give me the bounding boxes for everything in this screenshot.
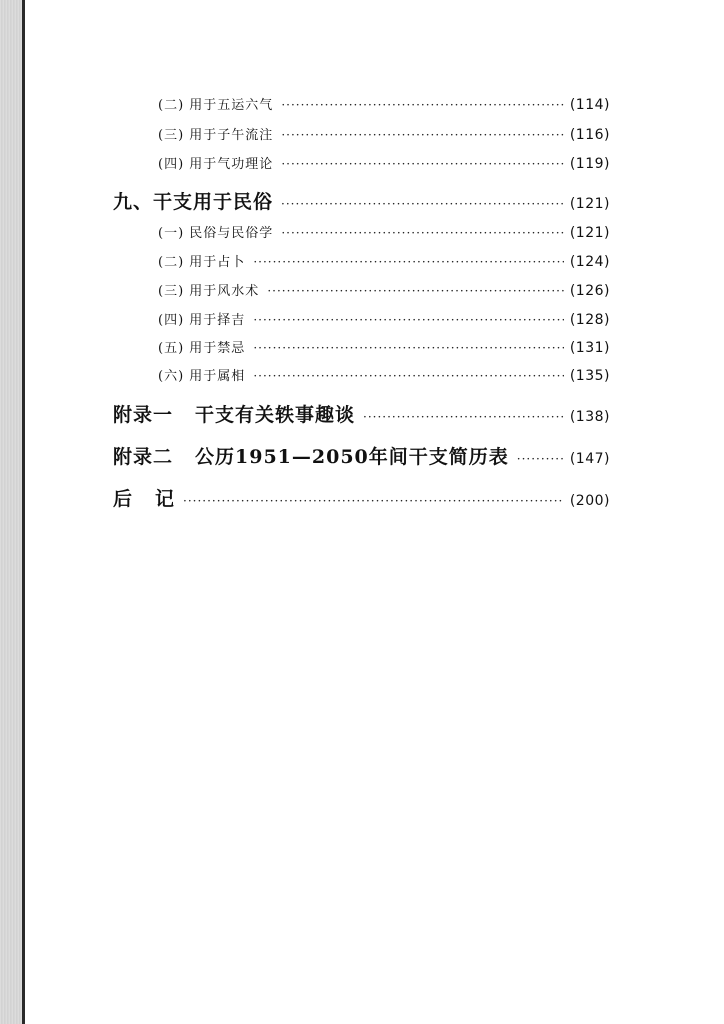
toc-dot-leader xyxy=(267,284,564,298)
toc-entry[interactable] xyxy=(158,124,610,143)
toc-page-number: (114) xyxy=(569,97,610,113)
toc-dot-leader xyxy=(517,452,564,466)
toc-entry-title: 九、干支用于民俗 xyxy=(113,191,274,213)
toc-entry[interactable] xyxy=(158,222,610,241)
toc-entry[interactable] xyxy=(158,153,610,172)
toc-entry[interactable] xyxy=(158,251,610,270)
toc-appendix-entry[interactable] xyxy=(113,442,610,469)
toc-entry-title: (四) 用于择吉 xyxy=(158,313,246,328)
toc-page-number: (116) xyxy=(569,127,610,143)
toc-dot-leader xyxy=(281,128,564,142)
toc-page-number: (200) xyxy=(569,493,610,509)
toc-entry-title: (二) 用于占卜 xyxy=(158,255,246,270)
toc-entry[interactable] xyxy=(158,337,610,356)
toc-entry-title: (一) 民俗与民俗学 xyxy=(158,226,274,241)
toc-page-number: (128) xyxy=(569,312,610,328)
toc-page-number: (138) xyxy=(569,409,610,425)
toc-page-number: (147) xyxy=(569,451,610,467)
toc-entry-title: (五) 用于禁忌 xyxy=(158,341,246,356)
toc-afterword-entry[interactable] xyxy=(113,484,610,511)
toc-dot-leader xyxy=(253,255,564,269)
toc-page-number: (121) xyxy=(569,225,610,241)
toc-entry-title: (四) 用于气功理论 xyxy=(158,157,274,172)
toc-page-number: (124) xyxy=(569,254,610,270)
toc-dot-leader xyxy=(281,226,564,240)
toc-page-number: (135) xyxy=(569,368,610,384)
toc-page-number: (131) xyxy=(569,340,610,356)
toc-dot-leader xyxy=(281,157,564,171)
toc-dot-leader xyxy=(253,341,564,355)
toc-page-number: (126) xyxy=(569,283,610,299)
toc-dot-leader xyxy=(253,313,564,327)
toc-entry-title: 后 记 xyxy=(113,488,176,510)
toc-entry[interactable] xyxy=(158,309,610,328)
toc-dot-leader xyxy=(281,98,564,112)
toc-entry-title: 附录一 干支有关轶事趣谈 xyxy=(113,404,356,426)
toc-dot-leader xyxy=(183,494,564,508)
toc-dot-leader xyxy=(363,410,564,424)
toc-dot-leader xyxy=(281,197,564,211)
toc-entry[interactable] xyxy=(158,94,610,113)
toc-appendix-entry[interactable] xyxy=(113,400,610,427)
toc-entry-title: (二) 用于五运六气 xyxy=(158,98,274,113)
toc-entry-title: (六) 用于属相 xyxy=(158,369,246,384)
toc-entry[interactable] xyxy=(158,280,610,299)
toc-entry-title: (三) 用于风水术 xyxy=(158,284,260,299)
toc-page-number: (119) xyxy=(569,156,610,172)
toc-entry-title: (三) 用于子午流注 xyxy=(158,128,274,143)
toc-page-number: (121) xyxy=(569,196,610,212)
toc-dot-leader xyxy=(253,369,564,383)
toc-entry-title: 附录二 公历1951—2050年间干支简历表 xyxy=(113,446,509,468)
toc-chapter-entry[interactable] xyxy=(113,187,610,214)
toc-entry[interactable] xyxy=(158,365,610,384)
